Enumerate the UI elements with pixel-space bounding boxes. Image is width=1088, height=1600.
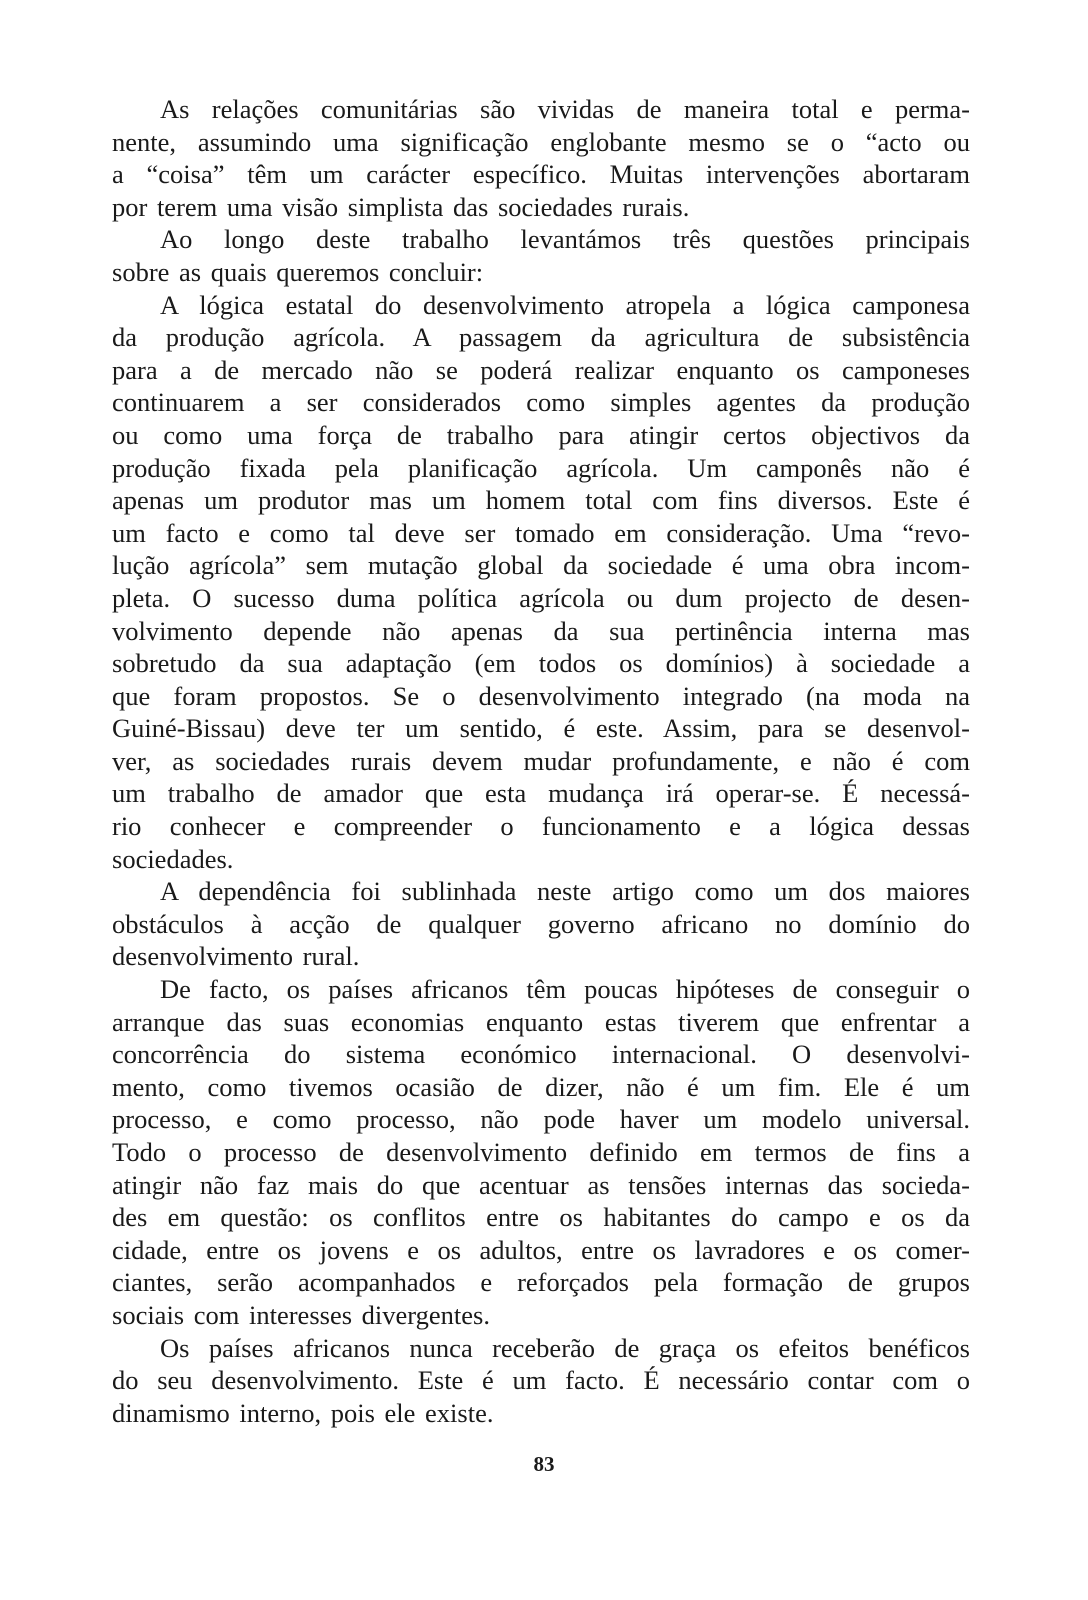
text-line: a “coisa” têm um carácter específico. Muitas intervenções abortaram bbox=[112, 159, 970, 190]
text-line: para a de mercado não se poderá realizar enquanto os camponeses bbox=[112, 354, 970, 385]
text-line: apenas um produtor mas um homem total com fins diversos. Este é bbox=[112, 485, 970, 516]
text-line: atingir não faz mais do que acentuar as tensões internas das socieda- bbox=[112, 1169, 970, 1200]
text-line: arranque das suas economias enquanto estas tiverem que enfrentar a bbox=[112, 1006, 970, 1037]
text-line: sociedades. bbox=[112, 843, 234, 874]
text-line: Ao longo deste trabalho levantámos três questões principais bbox=[160, 224, 970, 255]
text-line: obstáculos à acção de qualquer governo africano no domínio do bbox=[112, 908, 970, 939]
page-number: 83 bbox=[533, 1452, 555, 1476]
text-line: Todo o processo de desenvolvimento definido em termos de fins a bbox=[112, 1137, 970, 1167]
paragraph bbox=[112, 223, 970, 288]
paragraph bbox=[112, 875, 970, 973]
text-line: processo, e como processo, não pode haver um modelo universal. bbox=[112, 1104, 970, 1135]
text-line: ciantes, serão acompanhados e reforçados pela formação de grupos bbox=[112, 1267, 970, 1298]
text-line: nente, assumindo uma significação englobante mesmo se o “acto ou bbox=[112, 126, 970, 157]
text-line: por terem uma visão simplista das sociedades rurais. bbox=[112, 191, 690, 222]
paragraph bbox=[112, 289, 970, 876]
text-line: Guiné-Bissau) deve ter um sentido, é este. Assim, para se desenvol- bbox=[112, 713, 970, 744]
paragraph bbox=[112, 1332, 970, 1430]
paragraph bbox=[112, 973, 970, 1332]
text-line: sociais com interesses divergentes. bbox=[112, 1299, 490, 1330]
page-body bbox=[112, 93, 970, 1429]
text-line: da produção agrícola. A passagem da agricultura de subsistência bbox=[112, 322, 970, 353]
text-line: A dependência foi sublinhada neste artigo como um dos maiores bbox=[160, 876, 970, 907]
text-line: des em questão: os conflitos entre os habitantes do campo e os da bbox=[112, 1202, 970, 1233]
text-line: pleta. O sucesso duma política agrícola ou dum projecto de desen- bbox=[112, 582, 970, 613]
text-line: rio conhecer e compreender o funcionamento e a lógica dessas bbox=[112, 811, 970, 842]
text-line: que foram propostos. Se o desenvolvimento integrado (na moda na bbox=[112, 680, 970, 711]
text-line: produção fixada pela planificação agrícola. Um camponês não é bbox=[112, 452, 970, 483]
text-line: cidade, entre os jovens e os adultos, entre os lavradores e os comer- bbox=[112, 1234, 970, 1265]
text-line: volvimento depende não apenas da sua pertinência interna mas bbox=[112, 615, 970, 646]
text-line: De facto, os países africanos têm poucas hipóteses de conseguir o bbox=[160, 974, 970, 1005]
text-line: ver, as sociedades rurais devem mudar profundamente, e não é com bbox=[112, 745, 970, 776]
text-line: dinamismo interno, pois ele existe. bbox=[112, 1397, 494, 1428]
text-line: sobre as quais queremos concluir: bbox=[112, 256, 484, 287]
text-line: Os países africanos nunca receberão de graça os efeitos benéficos bbox=[160, 1332, 970, 1363]
paragraph bbox=[112, 93, 970, 223]
text-line: concorrência do sistema económico internacional. O desenvolvi- bbox=[112, 1039, 970, 1070]
text-line: As relações comunitárias são vividas de maneira total e perma- bbox=[160, 94, 970, 124]
text-line: continuarem a ser considerados como simples agentes da produção bbox=[112, 387, 970, 418]
text-line: um facto e como tal deve ser tomado em consideração. Uma “revo- bbox=[112, 517, 970, 548]
text-line: ou como uma força de trabalho para atingir certos objectivos da bbox=[112, 419, 970, 450]
text-line: lução agrícola” sem mutação global da sociedade é uma obra incom- bbox=[112, 550, 970, 581]
text-line: do seu desenvolvimento. Este é um facto. É necessário contar com o bbox=[112, 1365, 970, 1396]
text-line: desenvolvimento rural. bbox=[112, 941, 360, 972]
text-line: sobretudo da sua adaptação (em todos os domínios) à sociedade a bbox=[112, 648, 970, 679]
text-line: mento, como tivemos ocasião de dizer, não é um fim. Ele é um bbox=[112, 1071, 970, 1102]
text-line: A lógica estatal do desenvolvimento atropela a lógica camponesa bbox=[160, 289, 970, 320]
text-line: um trabalho de amador que esta mudança irá operar-se. É necessá- bbox=[112, 778, 970, 809]
